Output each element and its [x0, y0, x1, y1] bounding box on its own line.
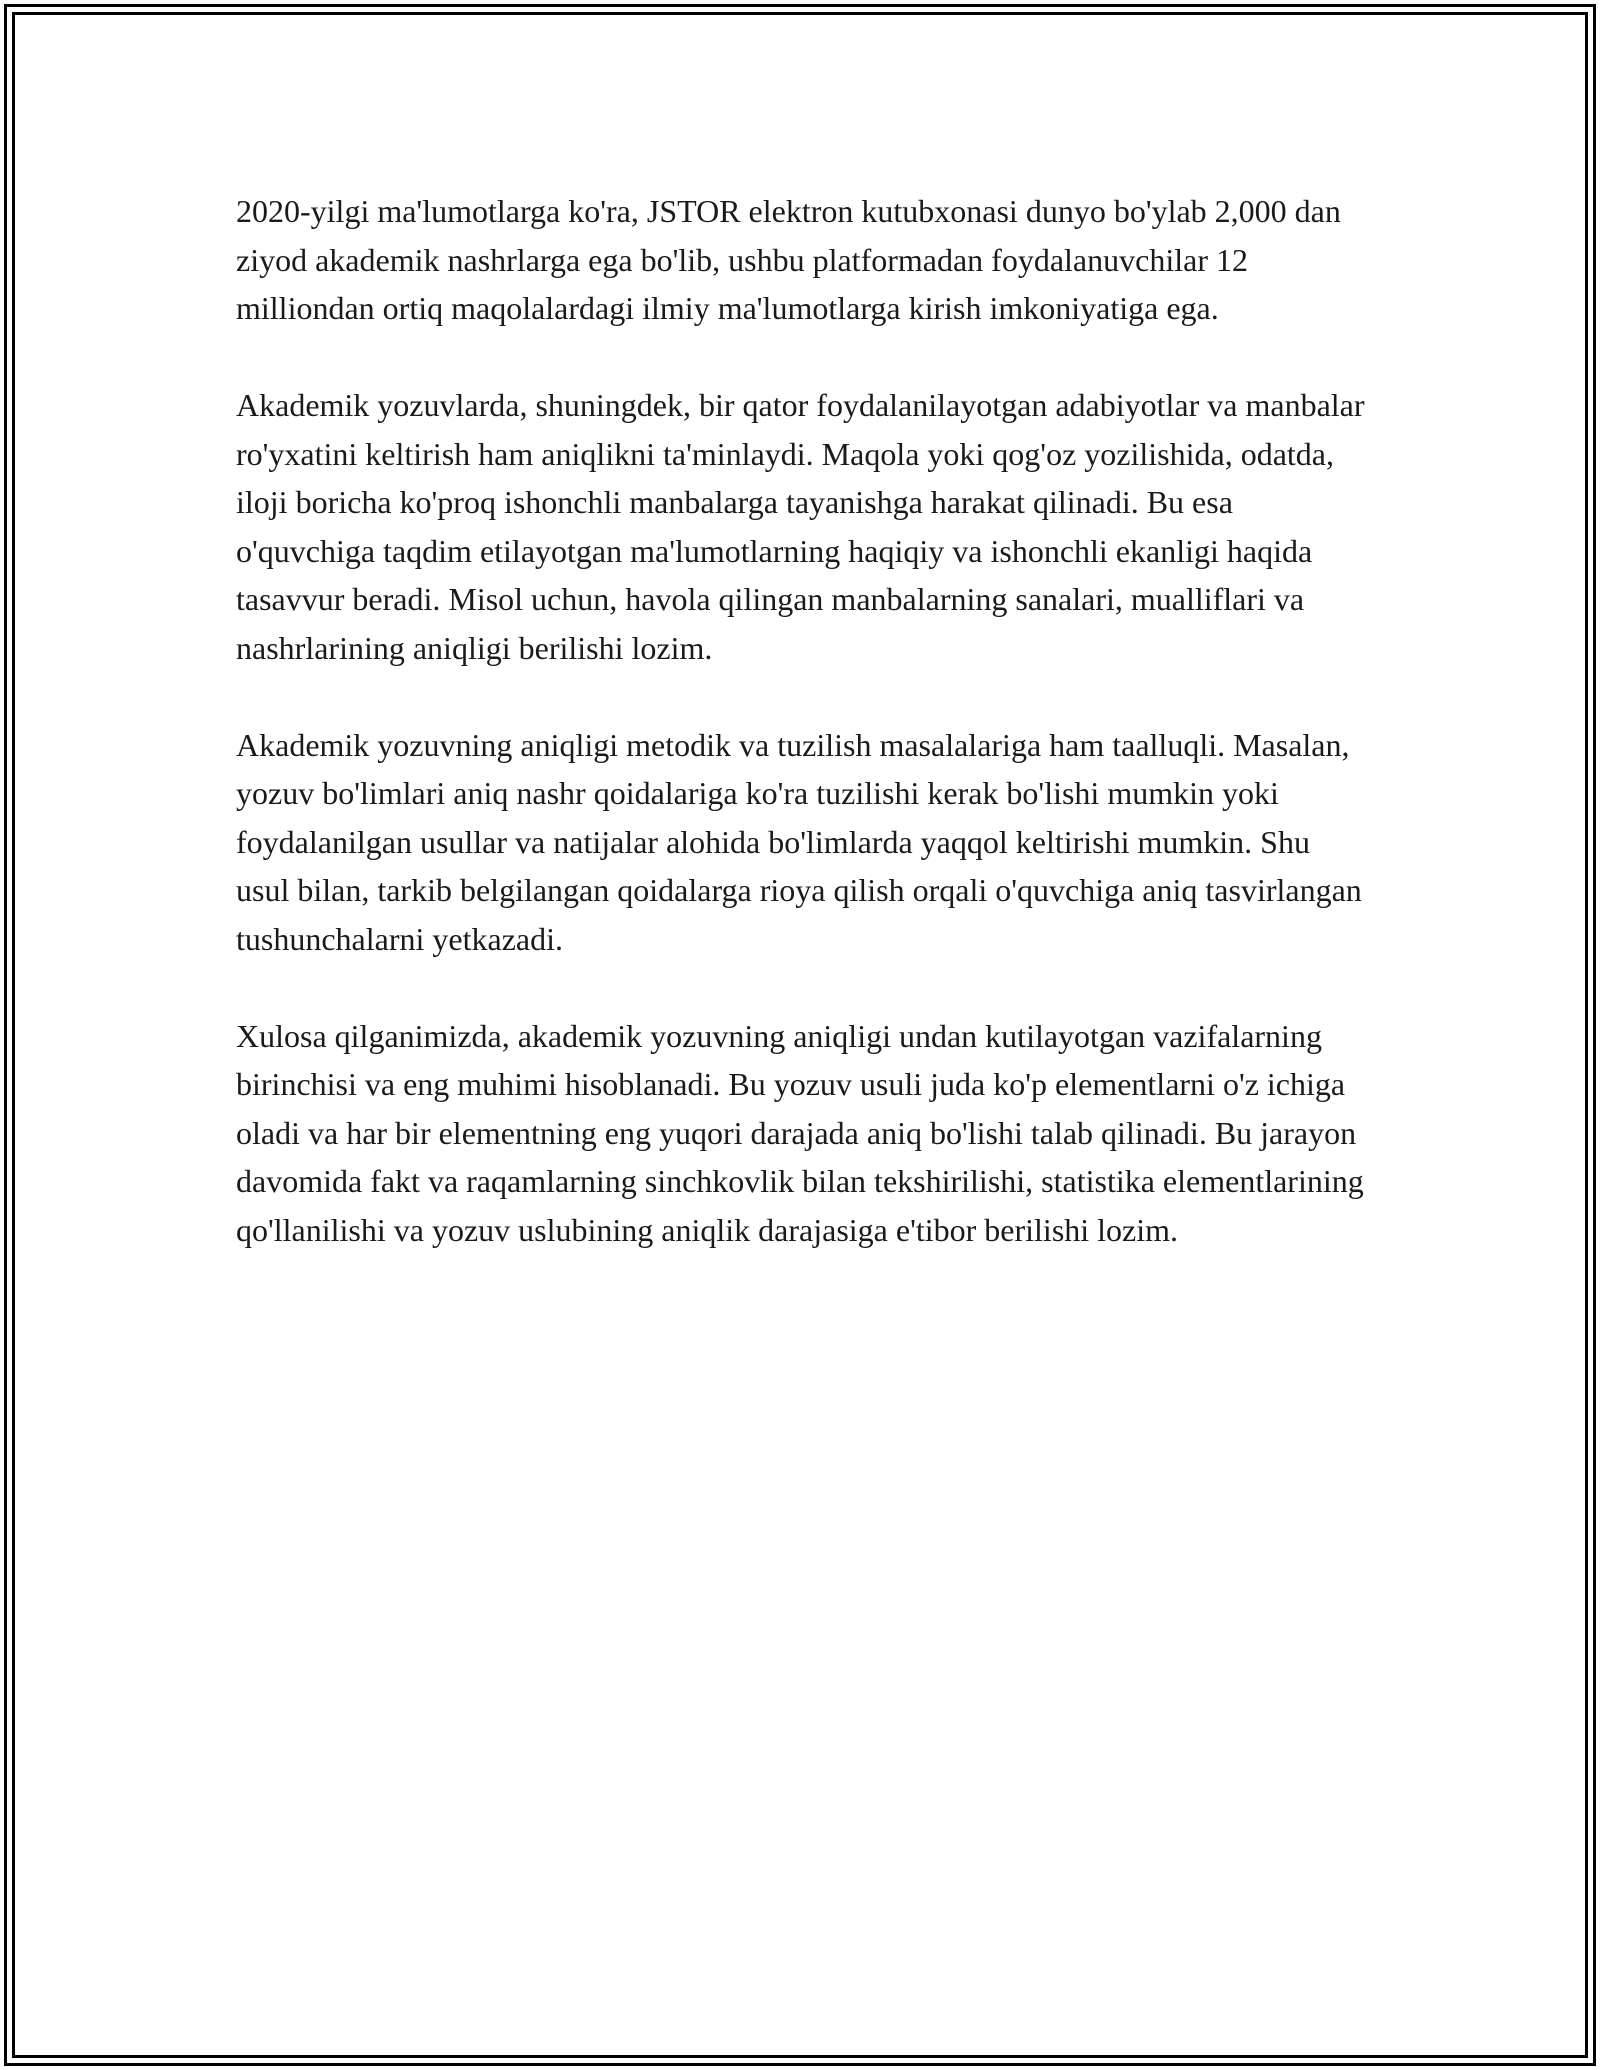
paragraph-3: Akademik yozuvning aniqligi metodik va tuzilish masalalariga ham taalluqli. Masalan, yozuv bo'limlari aniq nashr qoidalariga ko'ra tuzilishi kerak bo'lishi mumkin yoki foydalanilgan usullar va natijalar alohida bo'limlarda yaqqol keltirishi mumkin. Shu usul bilan, tarkib belgilangan qoidalarga rioya qilish orqali o'quvchiga aniq tasvirlangan tushunchalarni yetkazadi.	[236, 726, 1362, 957]
paragraph-2: Akademik yozuvlarda, shuningdek, bir qator foydalanilayotgan adabiyotlar va manbalar ro'yxatini keltirish ham aniqlikni ta'minlaydi. Maqola yoki qog'oz yozilishida, odatda, iloji boricha ko'proq ishonchli manbalarga tayanishga harakat qilinadi. Bu esa o'quvchiga taqdim etilayotgan ma'lumotlarning haqiqiy va ishonchli ekanligi haqida tasavvur beradi. Misol uchun, havola qilingan manbalarning sanalari, mualliflari va nashrlarining aniqligi berilishi lozim.	[236, 387, 1365, 666]
paragraph-1: 2020-yilgi ma'lumotlarga ko'ra, JSTOR elektron kutubxonasi dunyo bo'ylab 2,000 dan ziyod akademik nashrlarga ega bo'lib, ushbu platformadan foydalanuvchilar 12 milliondan ortiq maqolalardagi ilmiy ma'lumotlarga kirish imkoniyatiga ega.	[236, 193, 1341, 326]
paragraph-4: Xulosa qilganimizda, akademik yozuvning aniqligi undan kutilayotgan vazifalarning birinchisi va eng muhimi hisoblanadi. Bu yozuv usuli juda ko'p elementlarni o'z ichiga oladi va har bir elementning eng yuqori darajada aniq bo'lishi talab qilinadi. Bu jarayon davomida fakt va raqamlarning sinchkovlik bilan tekshirilishi, statistika elementlarining qo'llanilishi va yozuv uslubining aniqlik darajasiga e'tibor berilishi lozim.	[236, 1017, 1364, 1248]
document-body	[236, 187, 1366, 1303]
